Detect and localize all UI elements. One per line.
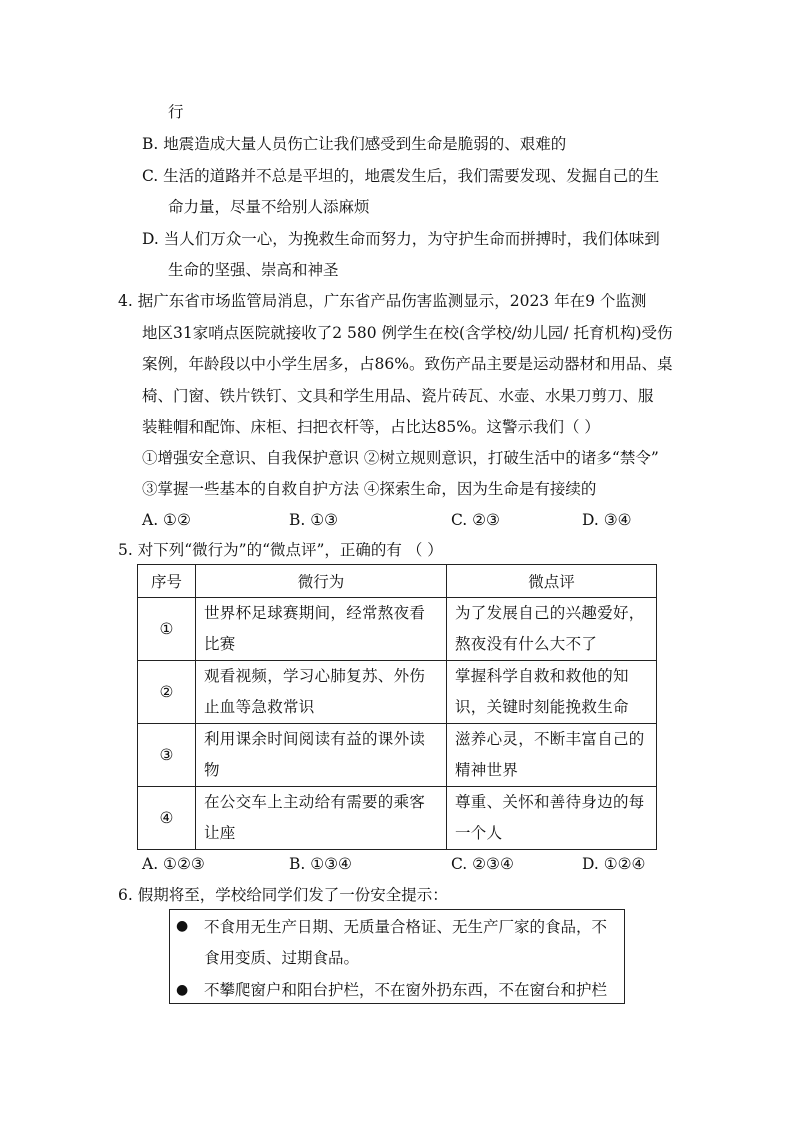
table-row — [138, 787, 657, 850]
row-comment: 为了发展自己的兴趣爱好，熬夜没有什么大不了 — [447, 598, 657, 661]
q4-stem-line5: 装鞋帽和配饰、床柜、扫把衣杆等，占比达85%。这警示我们（ ） — [142, 418, 600, 436]
prev-option-b: B. 地震造成大量人员伤亡让我们感受到生命是脆弱的、艰难的 — [142, 135, 567, 153]
table-row — [138, 661, 657, 724]
q5-option-a[interactable]: A. ①②③ — [142, 855, 205, 873]
q4-option-a[interactable]: A. ①② — [142, 511, 191, 529]
row-behavior: 利用课余时间阅读有益的课外读物 — [196, 724, 447, 787]
prev-option-a-continuation: 行 — [168, 103, 184, 121]
q4-statements-line1: ①增强安全意识、自我保护意识 ②树立规则意识，打破生活中的诸多“禁令” — [142, 449, 659, 467]
row-number: ④ — [138, 787, 196, 850]
header-behavior: 微行为 — [196, 565, 447, 598]
q5-option-b[interactable]: B. ①③④ — [289, 855, 352, 873]
header-comment: 微点评 — [447, 565, 657, 598]
q6-stem: 6. 假期将至，学校给同学们发了一份安全提示： — [118, 886, 448, 904]
header-number: 序号 — [138, 565, 196, 598]
prev-option-c-line1: C. 生活的道路并不总是平坦的，地震发生后，我们需要发现、发掘自己的生 — [142, 167, 660, 185]
table-row — [138, 598, 657, 661]
row-comment: 尊重、关怀和善待身边的每一个人 — [447, 787, 657, 850]
prev-option-d-line1: D. 当人们万众一心，为挽救生命而努力，为守护生命而拼搏时，我们体味到 — [142, 230, 660, 248]
table-header-row — [138, 565, 657, 598]
bullet-icon: ● — [176, 918, 189, 934]
q5-option-d[interactable]: D. ①②④ — [582, 855, 646, 873]
q5-option-c[interactable]: C. ②③④ — [451, 855, 514, 873]
q5-stem: 5. 对下列“微行为”的“微点评”，正确的有 （ ） — [118, 541, 443, 559]
q4-stem-line1: 4. 据广东省市场监管局消息，广东省产品伤害监测显示，2023 年在9 个监测 — [118, 292, 647, 310]
row-number: ② — [138, 661, 196, 724]
q4-option-d[interactable]: D. ③④ — [582, 511, 632, 529]
q4-option-c[interactable]: C. ②③ — [451, 511, 500, 529]
row-comment: 掌握科学自救和救他的知识，关键时刻能挽救生命 — [447, 661, 657, 724]
q4-stem-line2: 地区31家哨点医院就接收了2 580 例学生在校(含学校/幼儿园/ 托育机构)受伤 — [142, 324, 673, 342]
q5-table — [137, 564, 657, 850]
safety-tip-2-line1: 不攀爬窗户和阳台护栏，不在窗外扔东西，不在窗台和护栏 — [204, 981, 608, 999]
row-behavior: 在公交车上主动给有需要的乘客让座 — [196, 787, 447, 850]
q4-stem-line3: 案例，年龄段以中小学生居多，占86%。致伤产品主要是运动器材和用品、桌 — [142, 355, 673, 373]
table-row — [138, 724, 657, 787]
prev-option-d-line2: 生命的坚强、崇高和神圣 — [168, 261, 339, 279]
safety-tip-1-line2: 食用变质、过期食品。 — [204, 949, 360, 967]
row-number: ① — [138, 598, 196, 661]
q4-statements-line2: ③掌握一些基本的自救自护方法 ④探索生命，因为生命是有接续的 — [142, 480, 597, 498]
q4-stem-line4: 椅、门窗、铁片铁钉、文具和学生用品、瓷片砖瓦、水壶、水果刀剪刀、服 — [142, 387, 654, 405]
row-number: ③ — [138, 724, 196, 787]
row-behavior: 观看视频，学习心肺复苏、外伤止血等急救常识 — [196, 661, 447, 724]
row-behavior: 世界杯足球赛期间，经常熬夜看比赛 — [196, 598, 447, 661]
q4-option-b[interactable]: B. ①③ — [289, 511, 339, 529]
bullet-icon: ● — [176, 982, 189, 998]
safety-tip-1-line1: 不食用无生产日期、无质量合格证、无生产厂家的食品，不 — [204, 918, 608, 936]
prev-option-c-line2: 命力量，尽量不给别人添麻烦 — [168, 198, 370, 216]
row-comment: 滋养心灵，不断丰富自己的精神世界 — [447, 724, 657, 787]
